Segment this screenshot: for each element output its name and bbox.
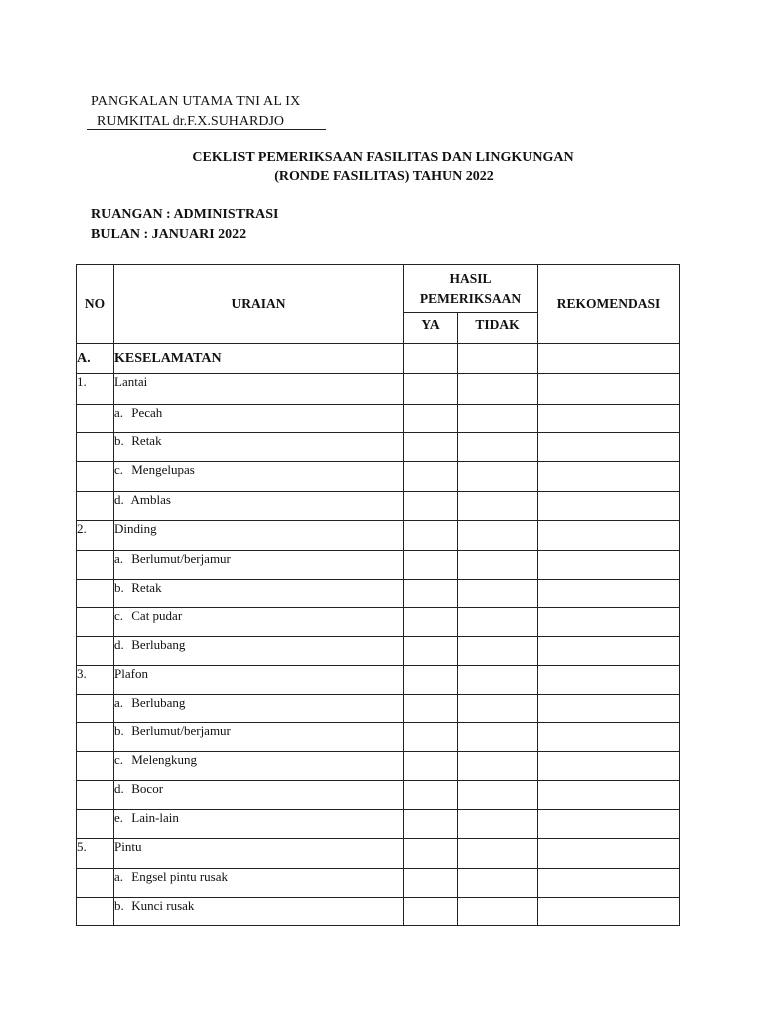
organization-name: PANGKALAN UTAMA TNI AL IX [91,94,301,109]
hospital-name: RUMKITAL dr.F.X.SUHARDJO [97,114,285,129]
ya-cell[interactable] [404,810,458,839]
subitem-letter: b. [114,723,124,738]
subitem-letter: b. [114,580,124,595]
tidak-cell[interactable] [458,666,538,695]
checklist-table [76,264,680,926]
item-number: 5. [77,839,114,869]
subitem-letter: a. [114,405,124,420]
subitem-letter: e. [114,810,124,825]
subitem-letter: a. [114,869,124,884]
subitem-row [77,462,680,492]
ya-cell[interactable] [404,898,458,926]
subitem-cell [114,781,404,810]
section-row [77,344,680,374]
subitem-letter: b. [114,433,124,448]
subitem-label: Melengkung [131,752,197,767]
subitem-label: Mengelupas [131,462,195,477]
rekomendasi-cell[interactable] [538,752,680,781]
tidak-cell[interactable] [458,374,538,405]
subitem-label: Cat pudar [131,608,183,623]
room-label: RUANGAN : ADMINISTRASI [91,207,279,222]
rekomendasi-cell[interactable] [538,781,680,810]
subitem-cell [114,462,404,492]
subitem-letter: c. [114,608,124,623]
month-label: BULAN : JANUARI 2022 [91,227,247,242]
item-number [77,752,114,781]
tidak-cell[interactable] [458,580,538,608]
subitem-label: Retak [131,433,162,448]
tidak-cell[interactable] [458,898,538,926]
rekomendasi-cell[interactable] [538,637,680,666]
subitem-cell [114,695,404,723]
ya-cell[interactable] [404,695,458,723]
rekomendasi-cell[interactable] [538,608,680,637]
subitem-label: Lain-lain [131,810,179,825]
item-label: Pintu [114,839,404,869]
ya-cell[interactable] [404,374,458,405]
item-number [77,810,114,839]
subitem-cell [114,637,404,666]
subitem-row [77,781,680,810]
subitem-cell [114,580,404,608]
section-number: A. [77,344,114,374]
tidak-cell[interactable] [458,695,538,723]
subitem-label: Retak [131,580,162,595]
header-pemeriksaan: PEMERIKSAAN [419,290,522,306]
ya-cell[interactable] [404,608,458,637]
item-number [77,551,114,580]
rekomendasi-cell[interactable] [538,462,680,492]
subitem-row [77,637,680,666]
subitem-letter: d. [114,781,124,796]
item-number [77,492,114,521]
rekomendasi-cell[interactable] [538,580,680,608]
rekomendasi-cell[interactable] [538,839,680,869]
rekomendasi-cell[interactable] [538,723,680,752]
item-number [77,695,114,723]
tidak-cell[interactable] [458,344,538,374]
rekomendasi-cell[interactable] [538,344,680,374]
subitem-label: Berlubang [131,637,186,652]
subitem-label: Berlumut/berjamur [131,551,231,566]
subitem-row [77,810,680,839]
item-number [77,608,114,637]
item-label: Dinding [114,521,404,551]
header-hasil-pemeriksaan [404,265,538,313]
item-number: 3. [77,666,114,695]
ya-cell[interactable] [404,405,458,433]
item-label: Lantai [114,374,404,405]
header-tidak: TIDAK [458,313,538,344]
tidak-cell[interactable] [458,433,538,462]
item-number [77,869,114,898]
subitem-row [77,869,680,898]
subitem-label: Pecah [131,405,163,420]
ya-cell[interactable] [404,781,458,810]
rekomendasi-cell[interactable] [538,433,680,462]
item-row [77,839,680,869]
rekomendasi-cell[interactable] [538,810,680,839]
subitem-row [77,551,680,580]
ya-cell[interactable] [404,521,458,551]
subitem-row [77,492,680,521]
tidak-cell[interactable] [458,810,538,839]
ya-cell[interactable] [404,752,458,781]
subitem-label: Kunci rusak [131,898,195,913]
tidak-cell[interactable] [458,492,538,521]
ya-cell[interactable] [404,344,458,374]
tidak-cell[interactable] [458,637,538,666]
ya-cell[interactable] [404,462,458,492]
ya-cell[interactable] [404,839,458,869]
subitem-row [77,608,680,637]
rekomendasi-cell[interactable] [538,374,680,405]
ya-cell[interactable] [404,551,458,580]
tidak-cell[interactable] [458,723,538,752]
header-hasil: HASIL [449,270,492,286]
item-number [77,405,114,433]
tidak-cell[interactable] [458,869,538,898]
item-number [77,580,114,608]
subitem-label: Amblas [130,492,171,507]
subitem-row [77,752,680,781]
subitem-row [77,580,680,608]
subitem-label: Berlubang [131,695,186,710]
subitem-cell [114,405,404,433]
subitem-letter: c. [114,462,124,477]
subitem-label: Berlumut/berjamur [131,723,231,738]
document-title: CEKLIST PEMERIKSAAN FASILITAS DAN LINGKUNGAN [192,150,574,165]
subitem-cell [114,869,404,898]
item-label: Plafon [114,666,404,695]
subitem-letter: a. [114,551,124,566]
rekomendasi-cell[interactable] [538,521,680,551]
tidak-cell[interactable] [458,521,538,551]
ya-cell[interactable] [404,580,458,608]
subitem-row [77,695,680,723]
tidak-cell[interactable] [458,608,538,637]
rekomendasi-cell[interactable] [538,898,680,926]
header-ya: YA [404,313,458,344]
subitem-row [77,723,680,752]
item-number [77,462,114,492]
subitem-letter: d. [114,492,124,507]
subitem-cell [114,898,404,926]
subitem-row [77,405,680,433]
header-no: NO [77,265,114,344]
subitem-label: Bocor [131,781,164,796]
subitem-cell [114,810,404,839]
item-number [77,898,114,926]
item-row [77,374,680,405]
ya-cell[interactable] [404,433,458,462]
tidak-cell[interactable] [458,551,538,580]
subitem-cell [114,551,404,580]
item-number [77,781,114,810]
subitem-cell [114,752,404,781]
ya-cell[interactable] [404,723,458,752]
rekomendasi-cell[interactable] [538,405,680,433]
tidak-cell[interactable] [458,405,538,433]
rekomendasi-cell[interactable] [538,492,680,521]
item-number [77,723,114,752]
subitem-letter: b. [114,898,124,913]
item-number: 1. [77,374,114,405]
item-row [77,666,680,695]
rekomendasi-cell[interactable] [538,695,680,723]
subitem-cell [114,608,404,637]
subitem-cell [114,492,404,521]
subitem-letter: d. [114,637,124,652]
item-number [77,637,114,666]
item-row [77,521,680,551]
subitem-row [77,898,680,926]
tidak-cell[interactable] [458,462,538,492]
subitem-cell [114,723,404,752]
rekomendasi-cell[interactable] [538,551,680,580]
rekomendasi-cell[interactable] [538,869,680,898]
rekomendasi-cell[interactable] [538,666,680,695]
tidak-cell[interactable] [458,781,538,810]
header-uraian: URAIAN [114,265,404,344]
section-label: KESELAMATAN [114,344,404,374]
subitem-row [77,433,680,462]
ya-cell[interactable] [404,869,458,898]
subitem-letter: c. [114,752,124,767]
header-rekomendasi: REKOMENDASI [538,265,680,344]
ya-cell[interactable] [404,637,458,666]
header-underline [87,129,326,130]
item-number [77,433,114,462]
subitem-cell [114,433,404,462]
subitem-label: Engsel pintu rusak [131,869,229,884]
ya-cell[interactable] [404,666,458,695]
item-number: 2. [77,521,114,551]
document-subtitle: (RONDE FASILITAS) TAHUN 2022 [274,169,494,184]
tidak-cell[interactable] [458,752,538,781]
subitem-letter: a. [114,695,124,710]
ya-cell[interactable] [404,492,458,521]
tidak-cell[interactable] [458,839,538,869]
